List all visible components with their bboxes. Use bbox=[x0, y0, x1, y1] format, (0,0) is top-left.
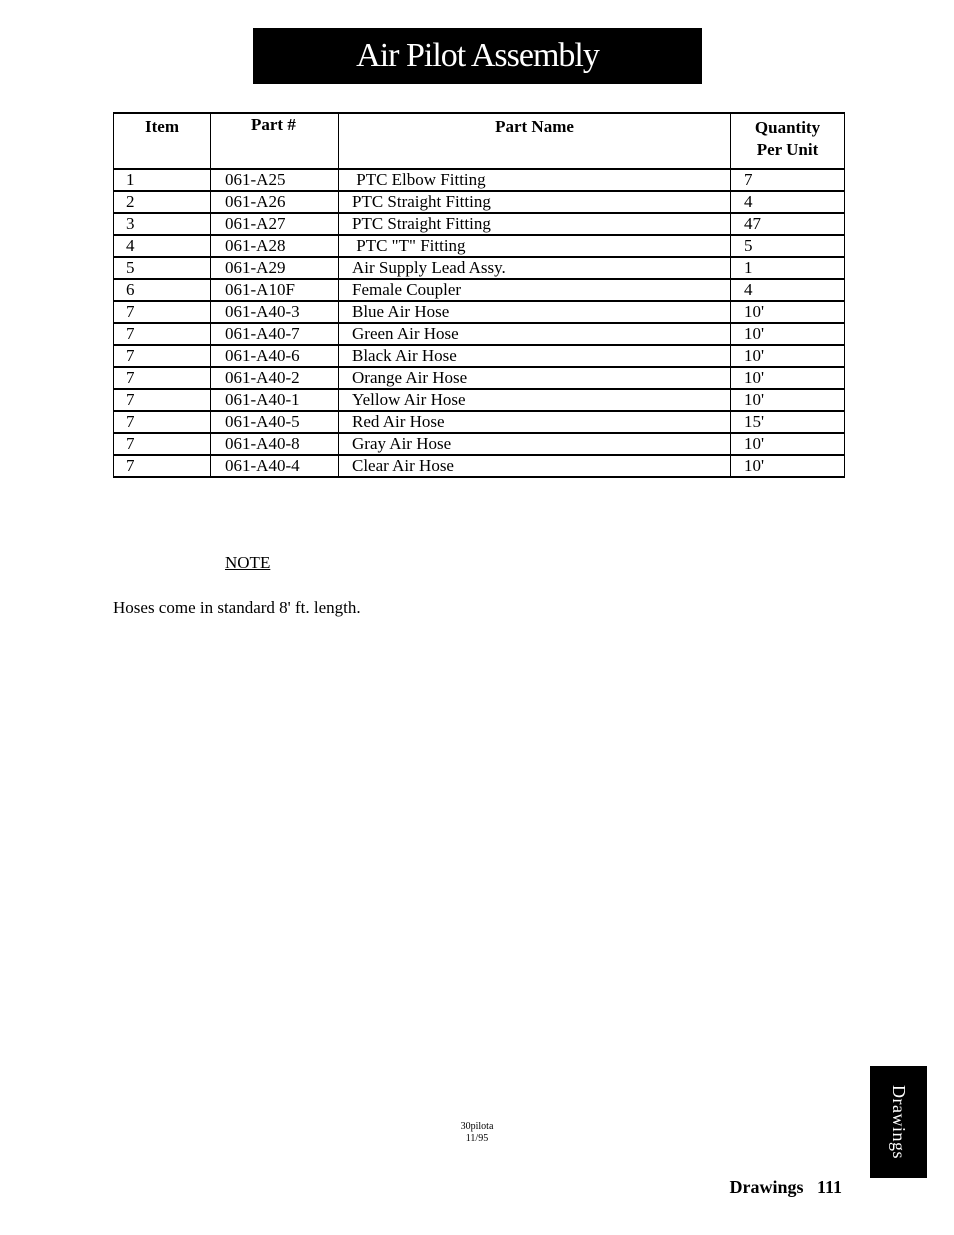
table-row bbox=[114, 323, 845, 345]
cell-part-name: Gray Air Hose bbox=[339, 433, 731, 455]
table-row bbox=[114, 455, 845, 477]
cell-part-name: PTC Straight Fitting bbox=[339, 213, 731, 235]
cell-item: 6 bbox=[114, 279, 211, 301]
cell-part-name: Red Air Hose bbox=[339, 411, 731, 433]
cell-part-number: 061-A40-6 bbox=[211, 345, 339, 367]
cell-quantity: 7 bbox=[731, 169, 845, 191]
footer-section: Drawings bbox=[729, 1177, 804, 1197]
cell-item: 2 bbox=[114, 191, 211, 213]
cell-quantity: 5 bbox=[731, 235, 845, 257]
cell-part-name: Yellow Air Hose bbox=[339, 389, 731, 411]
cell-part-name: Female Coupler bbox=[339, 279, 731, 301]
cell-quantity: 10' bbox=[731, 323, 845, 345]
cell-part-number: 061-A29 bbox=[211, 257, 339, 279]
cell-item: 7 bbox=[114, 345, 211, 367]
cell-quantity: 47 bbox=[731, 213, 845, 235]
page-title bbox=[253, 28, 702, 84]
cell-item: 3 bbox=[114, 213, 211, 235]
cell-item: 7 bbox=[114, 367, 211, 389]
table-row bbox=[114, 433, 845, 455]
cell-part-name: PTC Straight Fitting bbox=[339, 191, 731, 213]
cell-quantity: 4 bbox=[731, 191, 845, 213]
cell-part-name: PTC Elbow Fitting bbox=[339, 169, 731, 191]
header-quantity bbox=[731, 113, 845, 169]
page-title-text: Air Pilot Assembly bbox=[356, 37, 599, 74]
table-row bbox=[114, 345, 845, 367]
cell-part-name: Black Air Hose bbox=[339, 345, 731, 367]
cell-part-name: Orange Air Hose bbox=[339, 367, 731, 389]
cell-part-number: 061-A40-8 bbox=[211, 433, 339, 455]
table-row bbox=[114, 191, 845, 213]
cell-part-number: 061-A40-1 bbox=[211, 389, 339, 411]
cell-item: 7 bbox=[114, 455, 211, 477]
table-row bbox=[114, 213, 845, 235]
cell-part-number: 061-A40-5 bbox=[211, 411, 339, 433]
cell-quantity: 15' bbox=[731, 411, 845, 433]
note-label: NOTE bbox=[225, 553, 271, 572]
document-code bbox=[437, 1121, 517, 1145]
footer-page-number: 111 bbox=[816, 1177, 842, 1197]
header-part-name: Part Name bbox=[339, 113, 731, 169]
cell-quantity: 10' bbox=[731, 345, 845, 367]
cell-part-name: Green Air Hose bbox=[339, 323, 731, 345]
cell-part-name: PTC "T" Fitting bbox=[339, 235, 731, 257]
cell-quantity: 10' bbox=[731, 389, 845, 411]
section-side-tab bbox=[870, 1066, 927, 1178]
cell-item: 5 bbox=[114, 257, 211, 279]
cell-part-number: 061-A25 bbox=[211, 169, 339, 191]
cell-part-number: 061-A10F bbox=[211, 279, 339, 301]
cell-item: 7 bbox=[114, 389, 211, 411]
table-row bbox=[114, 257, 845, 279]
document-code-name: 30pilota bbox=[460, 1121, 494, 1132]
cell-quantity: 1 bbox=[731, 257, 845, 279]
cell-part-number: 061-A40-3 bbox=[211, 301, 339, 323]
page-footer bbox=[729, 1177, 842, 1198]
cell-item: 7 bbox=[114, 301, 211, 323]
cell-quantity: 10' bbox=[731, 433, 845, 455]
table-row bbox=[114, 389, 845, 411]
cell-quantity: 10' bbox=[731, 301, 845, 323]
header-part-number: Part # bbox=[211, 113, 339, 169]
cell-part-name: Clear Air Hose bbox=[339, 455, 731, 477]
table-row bbox=[114, 235, 845, 257]
note-text: Hoses come in standard 8' ft. length. bbox=[113, 598, 361, 617]
cell-part-number: 061-A26 bbox=[211, 191, 339, 213]
cell-part-number: 061-A40-7 bbox=[211, 323, 339, 345]
cell-part-number: 061-A40-2 bbox=[211, 367, 339, 389]
header-quantity-line2: Per Unit bbox=[756, 140, 819, 159]
header-item: Item bbox=[114, 113, 211, 169]
document-code-date: 11/95 bbox=[465, 1133, 489, 1144]
parts-table-body bbox=[114, 169, 845, 477]
cell-item: 4 bbox=[114, 235, 211, 257]
cell-quantity: 4 bbox=[731, 279, 845, 301]
cell-part-number: 061-A27 bbox=[211, 213, 339, 235]
cell-quantity: 10' bbox=[731, 367, 845, 389]
table-row bbox=[114, 411, 845, 433]
section-side-tab-label: Drawings bbox=[889, 1085, 909, 1159]
header-quantity-line1: Quantity bbox=[754, 118, 821, 137]
cell-item: 7 bbox=[114, 323, 211, 345]
cell-quantity: 10' bbox=[731, 455, 845, 477]
table-row bbox=[114, 169, 845, 191]
table-row bbox=[114, 279, 845, 301]
cell-part-name: Air Supply Lead Assy. bbox=[339, 257, 731, 279]
cell-part-number: 061-A40-4 bbox=[211, 455, 339, 477]
table-row bbox=[114, 367, 845, 389]
cell-part-number: 061-A28 bbox=[211, 235, 339, 257]
cell-part-name: Blue Air Hose bbox=[339, 301, 731, 323]
cell-item: 7 bbox=[114, 411, 211, 433]
cell-item: 1 bbox=[114, 169, 211, 191]
parts-table bbox=[113, 112, 845, 478]
table-header-row bbox=[114, 113, 845, 169]
table-row bbox=[114, 301, 845, 323]
cell-item: 7 bbox=[114, 433, 211, 455]
